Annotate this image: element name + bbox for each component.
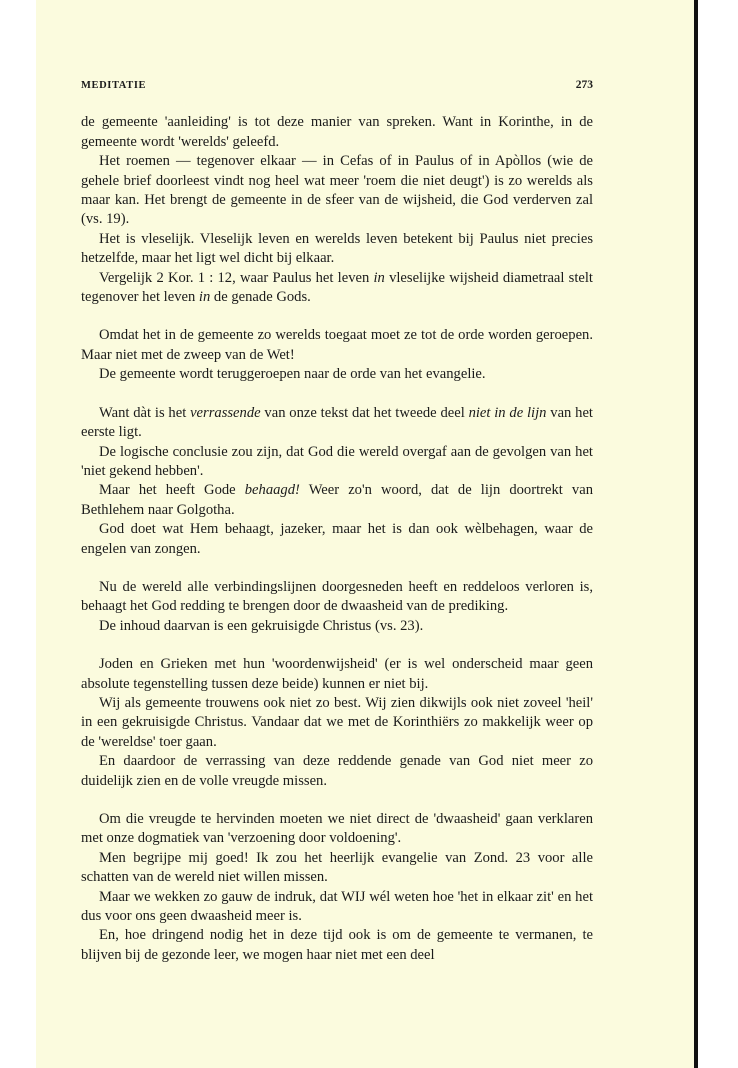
- text-run: Wij als gemeente trouwens ook niet zo best. Wij zien dikwijls ook niet zoveel 'heil' in een gekruisigde Christus. Vandaar dat we met de Korinthiërs zo makkelijk weer op de 'wereldse' toer gaan.: [81, 694, 593, 750]
- text-run: Het is vleselijk. Vleselijk leven en werelds leven betekent bij Paulus niet precies hetzelfde, maar het ligt wel dicht bij elkaar.: [81, 230, 593, 267]
- text-run: Want dàt is het: [99, 404, 191, 421]
- text-run: van het eerste ligt.: [81, 404, 593, 441]
- emphasis-text: in: [198, 289, 211, 306]
- page-number: 273: [575, 79, 593, 91]
- text-run: Omdat het in de gemeente zo werelds toegaat moet ze tot de orde worden geroepen. Maar niet met de zweep van de Wet!: [81, 327, 593, 363]
- text-section: [81, 655, 593, 791]
- text-run: De logische conclusie zou zijn, dat God die wereld overgaf aan de gevolgen van het 'niet gekend hebben'.: [81, 443, 593, 479]
- text-run: Maar het heeft Gode: [99, 482, 245, 499]
- emphasis-text: verrassende: [190, 404, 261, 421]
- running-header: [81, 76, 593, 95]
- text-run: En daardoor de verrassing van deze reddende genade van God niet meer zo duidelijk zien en de volle vreugde missen.: [81, 753, 593, 789]
- paragraph: [81, 926, 593, 965]
- text-run: God doet wat Hem behaagt, jazeker, maar het is dan ook wèlbehagen, waar de engelen van zongen.: [81, 521, 593, 557]
- text-run: Vergelijk 2 Kor. 1 : 12, waar Paulus het leven: [99, 269, 374, 286]
- paragraph: [81, 152, 593, 230]
- text-run: Maar we wekken zo gauw de indruk, dat WIJ wél weten hoe 'het in elkaar zit' en het dus voor ons geen dwaasheid meer is.: [81, 888, 593, 925]
- paragraph: [81, 617, 593, 636]
- text-run: de gemeente 'aanleiding' is tot deze manier van spreken. Want in Korinthe, in de gemeente wordt 'werelds' geleefd.: [81, 114, 593, 150]
- section-title: MEDITATIE: [81, 80, 147, 91]
- paragraph: [81, 520, 593, 559]
- text-run: Men begrijpe mij goed! Ik zou het heerlijk evangelie van Zond. 23 voor alle schatten van de wereld niet willen missen.: [81, 849, 593, 886]
- text-run: Weer zo'n woord, dat de lijn doortrekt van Bethlehem naar Golgotha.: [81, 482, 593, 518]
- paragraph: [81, 481, 593, 520]
- text-run: En, hoe dringend nodig het in deze tijd ook is om de gemeente te vermanen, te blijven bij de gezonde leer, we mogen haar niet met een deel: [81, 927, 593, 963]
- text-section: [81, 113, 593, 307]
- paragraph: [81, 443, 593, 482]
- text-run: De inhoud daarvan is een gekruisigde Christus (vs. 23).: [99, 617, 424, 634]
- paragraph: [81, 365, 593, 384]
- paragraph: [81, 113, 593, 152]
- text-section: [81, 326, 593, 384]
- text-section: [81, 404, 593, 559]
- body-text: [81, 113, 593, 965]
- text-run: Om die vreugde te hervinden moeten we niet direct de 'dwaasheid' gaan verklaren met onze dogmatiek van 'verzoening door voldoening'.: [81, 811, 593, 847]
- emphasis-text: in: [373, 269, 385, 286]
- text-section: [81, 810, 593, 965]
- paragraph: [81, 849, 593, 888]
- text-run: de genade Gods.: [210, 289, 311, 306]
- paragraph: [81, 578, 593, 617]
- paragraph: [81, 694, 593, 752]
- emphasis-text: niet in de lijn: [468, 404, 547, 421]
- document-page: [81, 76, 593, 984]
- paragraph: [81, 655, 593, 694]
- paragraph: [81, 326, 593, 365]
- paragraph: [81, 269, 593, 308]
- binding-edge: [694, 0, 698, 1068]
- text-section: [81, 578, 593, 636]
- paragraph: [81, 752, 593, 791]
- text-run: Het roemen — tegenover elkaar — in Cefas of in Paulus of in Apòllos (wie de gehele brief doorleest vindt nog heel wat meer 'roem die niet deugt') is zo werelds als maar kan. Het brengt de gemeente in de sfeer van de wijsheid, die God verderven zal (vs. 19).: [81, 153, 593, 228]
- paragraph: [81, 404, 593, 443]
- paragraph: [81, 230, 593, 269]
- text-run: De gemeente wordt teruggeroepen naar de orde van het evangelie.: [99, 366, 486, 383]
- text-run: vleselijke wijsheid diametraal stelt tegenover het leven: [81, 269, 593, 306]
- paragraph: [81, 810, 593, 849]
- text-run: van onze tekst dat het tweede deel: [260, 404, 469, 421]
- emphasis-text: behaagd!: [244, 482, 300, 499]
- paragraph: [81, 888, 593, 927]
- text-run: Nu de wereld alle verbindingslijnen doorgesneden heeft en reddeloos verloren is, behaagt het God redding te brengen door de dwaasheid van de prediking.: [81, 578, 593, 615]
- text-run: Joden en Grieken met hun 'woordenwijsheid' (er is wel onderscheid maar geen absolute tegenstelling tussen deze beide) kunnen er niet bij.: [81, 656, 593, 692]
